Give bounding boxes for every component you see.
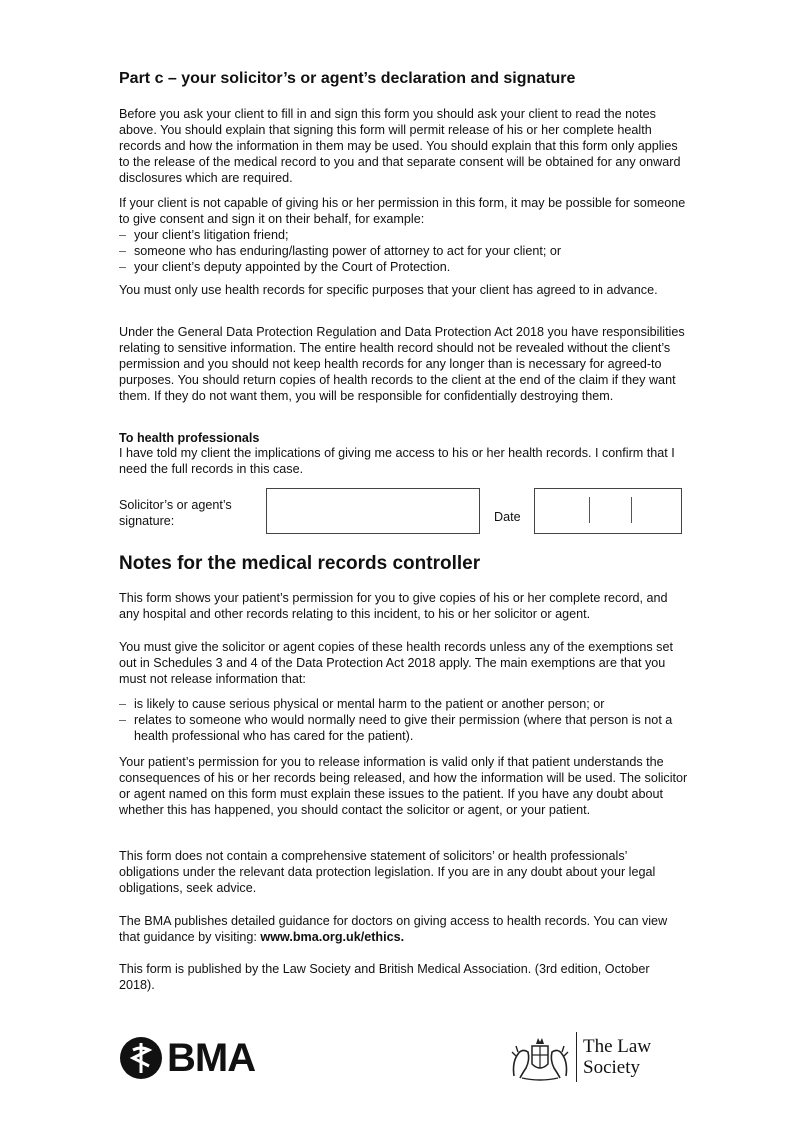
part-c-heading: Part c – your solicitor’s or agent’s declaration and signature (119, 70, 576, 87)
notes-paragraph-4: This form does not contain a comprehensive statement of solicitors’ or health professionals’ obligations under the relevant data protection legislation. If you are in any doubt about your legal obligations, seek advice. (119, 849, 656, 895)
law-society-wordmark (583, 1036, 651, 1078)
purposes-paragraph: You must only use health records for specific purposes that your client has agreed to in advance. (119, 283, 658, 297)
notes-paragraph-5 (119, 913, 684, 945)
date-field[interactable] (534, 488, 682, 534)
exemptions-list (119, 696, 691, 744)
law-society-logo (508, 1032, 651, 1082)
law-society-crest-icon (508, 1032, 572, 1082)
notes-paragraph-2: You must give the solicitor or agent copies of these health records unless any of the exemptions set out in Schedules 3 and 4 of the Data Protection Act 2018 apply. The main exemptions are that you must not release information that: (119, 640, 673, 686)
date-label: Date (494, 510, 521, 524)
date-divider (631, 497, 632, 523)
bma-wordmark: BMA (167, 1036, 256, 1080)
guidance-text: The BMA publishes detailed guidance for doctors on giving access to health records. You can view that guidance by visiting: (119, 914, 668, 944)
list-item: – your client’s deputy appointed by the Court of Protection. (119, 259, 689, 275)
list-item: – your client’s litigation friend; (119, 227, 689, 243)
notes-paragraph-1: This form shows your patient’s permission for you to give copies of his or her complete record, and any hospital and other records relating to this incident, to his or her solicitor or agent. (119, 591, 668, 621)
date-divider (589, 497, 590, 523)
list-item: – is likely to cause serious physical or mental harm to the patient or another person; or (119, 696, 691, 712)
capability-list (119, 227, 689, 275)
notes-paragraph-3: Your patient’s permission for you to release information is valid only if that patient understands the consequences of his or her records being released, and how the information will be used. The solicitor or agent named on this form must explain these issues to the patient. If you have any doubt about whether this has happened, you should contact the solicitor or agent, or your patient. (119, 755, 688, 817)
signature-label: Solicitor’s or agent’s signature: (119, 498, 232, 528)
to-health-text: I have told my client the implications of giving me access to his or her health records. I confirm that I need the full records in this case. (119, 446, 675, 476)
list-item: – relates to someone who would normally need to give their permission (where that person is not a health professional who has cared for the patient). (119, 712, 691, 744)
gdpr-paragraph: Under the General Data Protection Regulation and Data Protection Act 2018 you have responsibilities relating to sensitive information. The entire health record should not be revealed without the client’s permission and you should not keep health records for any longer than is necessary for agreed-to purposes. You should return copies of health records to the client at the end of the claim if they want them. If they do not want them, you will be responsible for confidentially destroying them. (119, 325, 685, 403)
capability-paragraph: If your client is not capable of giving his or her permission in this form, it may be possible for someone to give consent and sign it on their behalf, for example: (119, 196, 686, 226)
law-society-line-1: The Law (583, 1036, 652, 1057)
bma-logo (119, 1036, 255, 1080)
notes-heading: Notes for the medical records controller (119, 553, 481, 574)
to-health-heading: To health professionals (119, 431, 260, 445)
part-c-intro: Before you ask your client to fill in and sign this form you should ask your client to read the notes above. You should explain that signing this form will permit release of his or her complete health records and how the information in them may be used. You should explain that this form only applies to the release of the medical record to you and that separate consent will be obtained for any onward disclosures which are required. (119, 107, 681, 185)
bma-ethics-link[interactable]: www.bma.org.uk/ethics. (260, 930, 405, 944)
notes-paragraph-6: This form is published by the Law Society and British Medical Association. (3rd edition, October 2018). (119, 962, 650, 992)
list-item: – someone who has enduring/lasting power of attorney to act for your client; or (119, 243, 689, 259)
logo-divider (576, 1032, 577, 1082)
law-society-line-2: Society (583, 1057, 640, 1078)
signature-field[interactable] (266, 488, 480, 534)
bma-emblem-icon (119, 1036, 163, 1080)
